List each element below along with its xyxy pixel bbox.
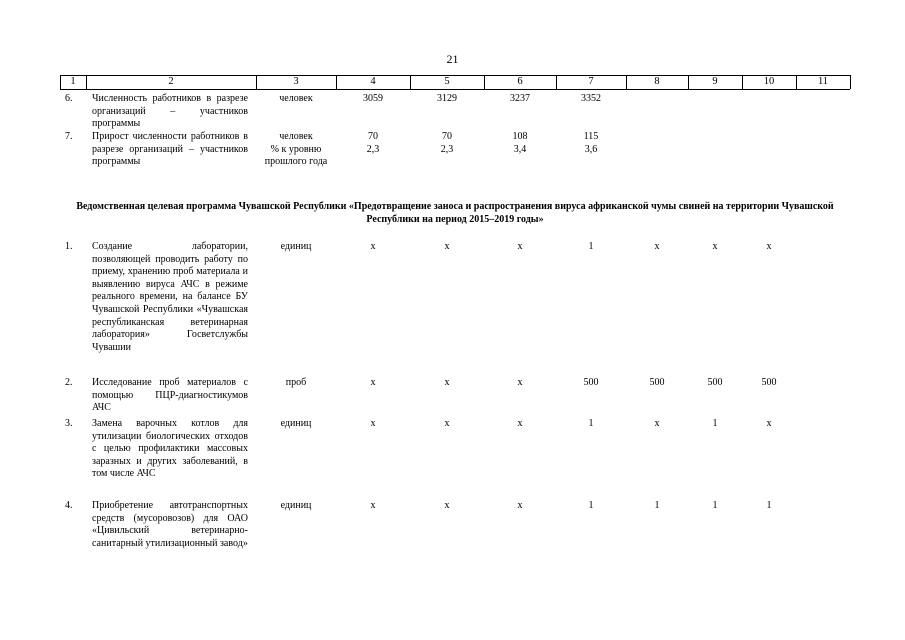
- value-col-10: 1: [766, 500, 772, 511]
- value-col-4: х: [370, 500, 376, 511]
- header-col-4: 4: [370, 76, 376, 87]
- value-col-6: х: [517, 500, 523, 511]
- value-col-6: 108 3,4: [512, 131, 528, 155]
- value-col-7: 500: [583, 377, 599, 388]
- row-number: 4.: [65, 500, 73, 511]
- value-col-7: 1: [588, 418, 594, 429]
- value-col-8: х: [654, 241, 660, 252]
- value-col-9: х: [712, 241, 718, 252]
- value-col-7: 1: [588, 500, 594, 511]
- row-number: 3.: [65, 418, 73, 429]
- value-col-5: х: [444, 418, 450, 429]
- col-divider: [850, 75, 851, 89]
- value-col-4: х: [370, 377, 376, 388]
- value-col-4: 70 2,3: [366, 131, 380, 155]
- unit: единиц: [280, 418, 312, 429]
- value-col-9: 1: [712, 418, 718, 429]
- value-col-5: х: [444, 377, 450, 388]
- row-number: 1.: [65, 241, 73, 252]
- row-number: 6.: [65, 93, 73, 104]
- unit: человек % к уровню прошлого года: [264, 131, 328, 168]
- row-number: 2.: [65, 377, 73, 388]
- value-col-10: х: [766, 418, 772, 429]
- header-col-8: 8: [654, 76, 660, 87]
- row-number: 7.: [65, 131, 73, 142]
- indicator-name: Численность работников в разрезе организаций – участников программы: [92, 93, 248, 130]
- value-col-8: х: [654, 418, 660, 429]
- indicator-name: Приобретение автотранспортных средств (мусоровозов) для ОАО «Цивильский ветеринарно-санитарный утилизационный завод»: [92, 500, 248, 549]
- value-col-10: 500: [761, 377, 777, 388]
- value-col-5: х: [444, 241, 450, 252]
- header-col-3: 3: [293, 76, 299, 87]
- header-col-1: 1: [70, 76, 76, 87]
- value-col-8: 500: [649, 377, 665, 388]
- value-col-7: 3352: [581, 93, 601, 104]
- unit: человек: [279, 93, 313, 104]
- value-col-6: 3237: [510, 93, 530, 104]
- indicator-name: Замена варочных котлов для утилизации биологических отходов с целью профилактики массовых заразных и других заболеваний, в том числе АЧС: [92, 418, 248, 480]
- value-col-4: 3059: [363, 93, 383, 104]
- header-col-5: 5: [444, 76, 450, 87]
- header-col-7: 7: [588, 76, 594, 87]
- header-col-11: 11: [817, 76, 829, 87]
- indicator-name: Прирост численности работников в разрезе организаций – участников программы: [92, 131, 248, 168]
- value-col-5: 3129: [437, 93, 457, 104]
- header-col-2: 2: [168, 76, 174, 87]
- value-col-4: х: [370, 418, 376, 429]
- value-col-6: х: [517, 418, 523, 429]
- section-title: Ведомственная целевая программа Чувашской Республики «Предотвращение заноса и распространения вируса африканской чумы свиней на территории Чувашской Республики на период 2015–2019 годы»: [76, 201, 834, 225]
- value-col-5: 70 2,3: [440, 131, 454, 155]
- indicator-name: Исследование проб материалов с помощью ПЦР-диагностикумов АЧС: [92, 377, 248, 414]
- value-col-10: х: [766, 241, 772, 252]
- value-col-7: 115 3,6: [583, 131, 599, 155]
- value-col-9: 500: [707, 377, 723, 388]
- value-col-7: 1: [588, 241, 594, 252]
- value-col-9: 1: [712, 500, 718, 511]
- header-bottom-rule: [60, 89, 850, 90]
- header-col-10: 10: [763, 76, 775, 87]
- header-col-9: 9: [712, 76, 718, 87]
- unit: проб: [285, 377, 307, 388]
- unit: единиц: [280, 500, 312, 511]
- value-col-4: х: [370, 241, 376, 252]
- value-col-5: х: [444, 500, 450, 511]
- header-col-6: 6: [517, 76, 523, 87]
- unit: единиц: [280, 241, 312, 252]
- indicator-name: Создание лаборатории, позволяющей проводить работу по приему, хранению проб материала и выявлению вируса АЧС в режиме реального времени, на балансе БУ Чувашской Республики «Чувашская республиканская ветеринарная лаборатория» Госветслужбы Чувашии: [92, 241, 248, 353]
- value-col-6: х: [517, 241, 523, 252]
- page-number: 21: [446, 52, 459, 66]
- value-col-6: х: [517, 377, 523, 388]
- value-col-8: 1: [654, 500, 660, 511]
